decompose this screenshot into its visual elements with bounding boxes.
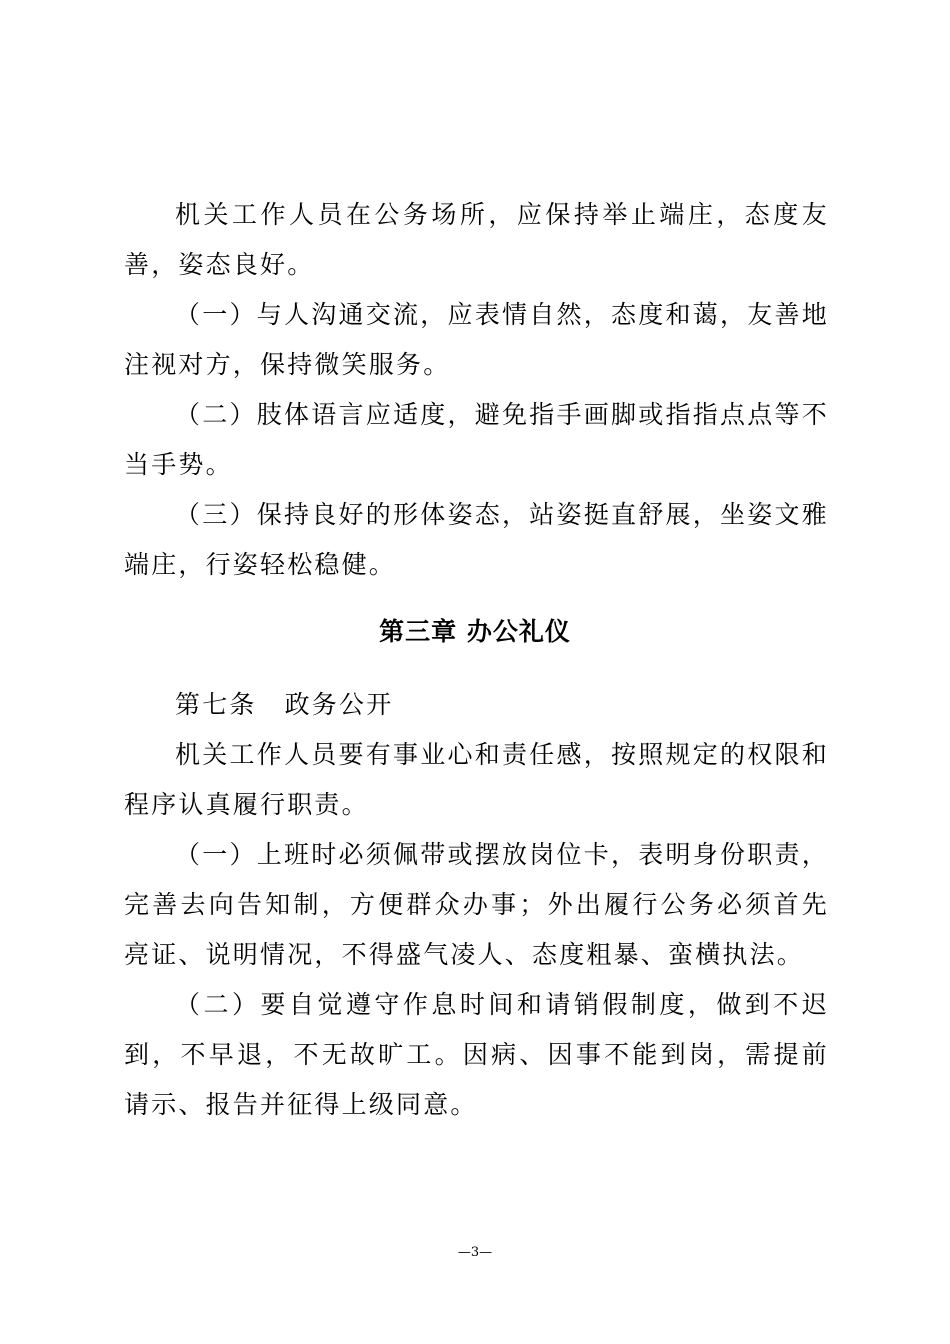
paragraph-article-item-1: （一）上班时必须佩带或摆放岗位卡，表明身份职责，完善去向告知制，方便群众办事；外出履行公务必须首先亮证、说明情况，不得盛气凌人、态度粗暴、蛮横执法。 bbox=[124, 840, 829, 969]
paragraph-article-item-2: （二）要自觉遵守作息时间和请销假制度，做到不迟到，不早退，不无故旷工。因病、因事不能到岗，需提前请示、报告并征得上级同意。 bbox=[124, 990, 829, 1119]
paragraph-demeanor: 机关工作人员在公务场所，应保持举止端庄，态度友善，姿态良好。 bbox=[124, 200, 829, 279]
article-title: 政务公开 bbox=[284, 690, 394, 719]
paragraph-article-intro: 机关工作人员要有事业心和责任感，按照规定的权限和程序认真履行职责。 bbox=[124, 740, 829, 819]
article-heading bbox=[175, 680, 393, 730]
article-number: 第七条 bbox=[175, 690, 257, 719]
chapter-heading: 第三章 办公礼仪 bbox=[379, 617, 571, 646]
paragraph-item-3: （三）保持良好的形体姿态，站姿挺直舒展，坐姿文雅端庄，行姿轻松稳健。 bbox=[124, 500, 829, 579]
page-number: —3— bbox=[457, 1245, 493, 1260]
paragraph-item-1: （一）与人沟通交流，应表情自然，态度和蔼，友善地注视对方，保持微笑服务。 bbox=[124, 300, 829, 379]
paragraph-item-2: （二）肢体语言应适度，避免指手画脚或指指点点等不当手势。 bbox=[124, 400, 829, 479]
